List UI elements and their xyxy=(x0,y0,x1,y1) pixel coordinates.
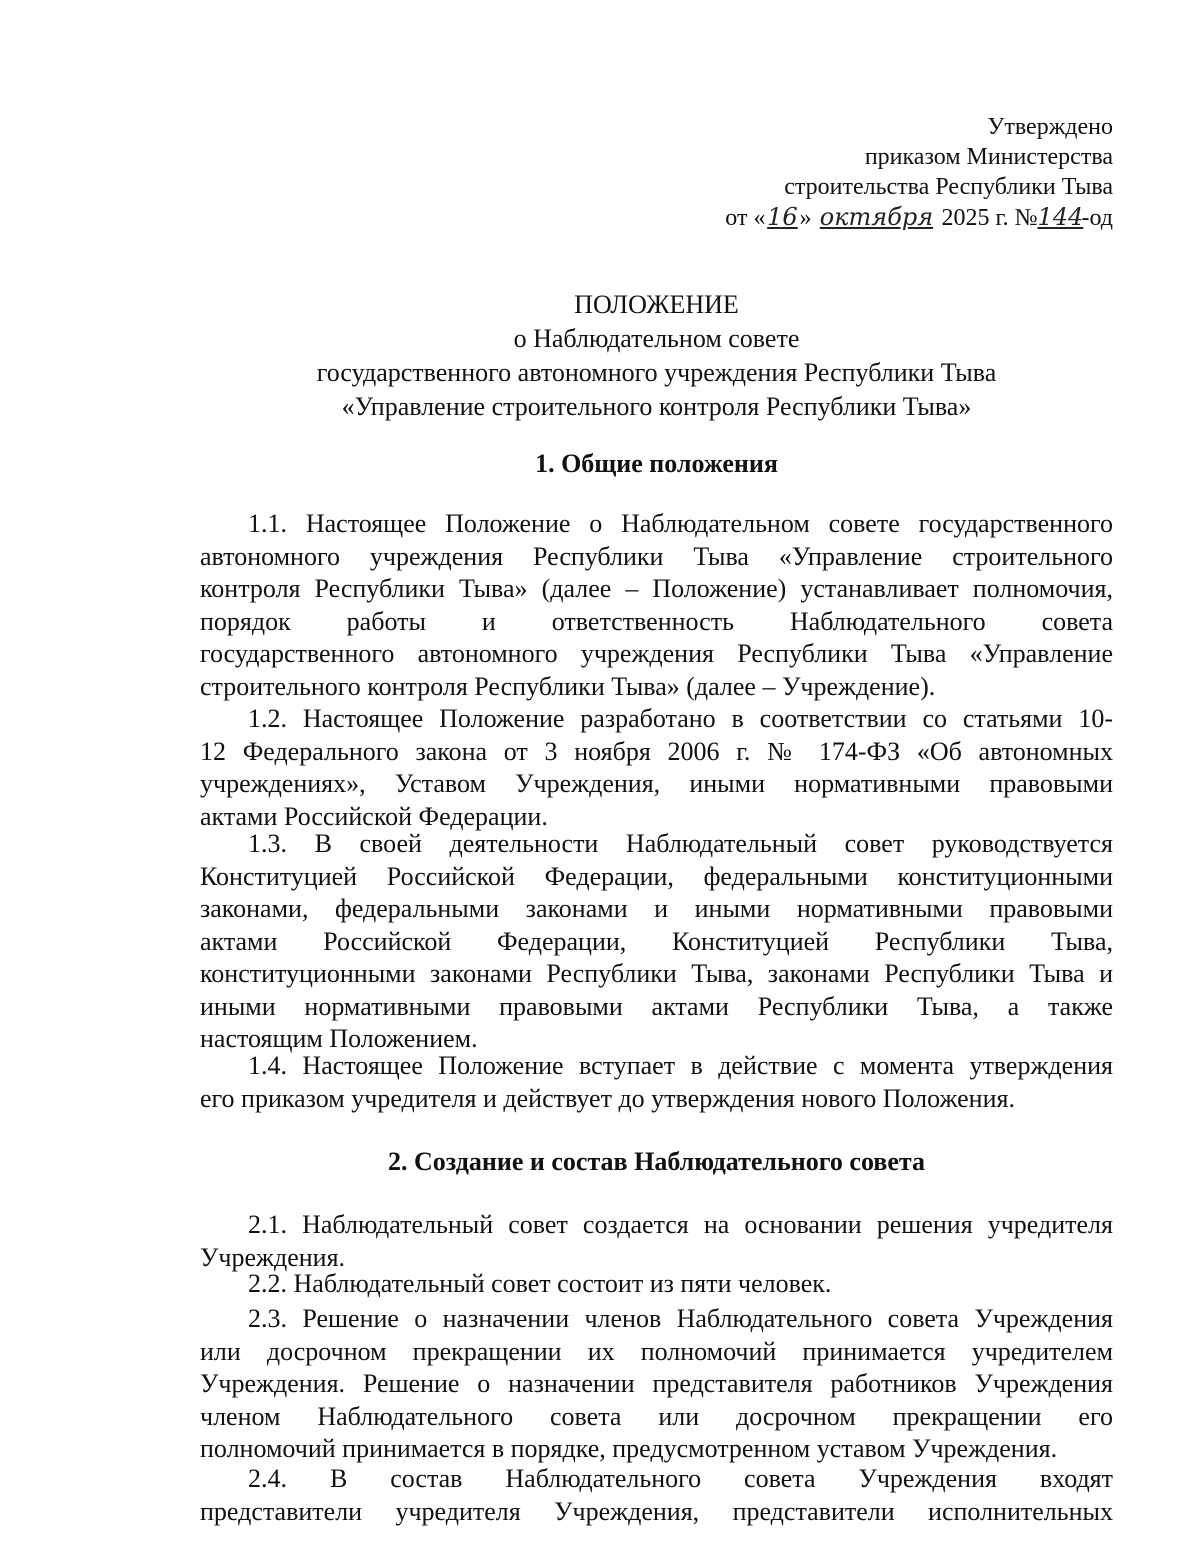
paragraph-1-2 xyxy=(200,703,1113,833)
approval-date-line xyxy=(725,202,1113,233)
paragraph-line: представители учредителя Учреждения, представители исполнительных xyxy=(200,1496,1113,1526)
paragraph-line: 2.2. Наблюдательный совет состоит из пяти человек. xyxy=(248,1269,832,1298)
paragraph-1-4 xyxy=(200,1050,1113,1115)
paragraph-line: Конституцией Российской Федерации, федеральными конституционными xyxy=(200,861,1113,891)
paragraph-line: настоящим Положением. xyxy=(200,1024,478,1053)
document-title xyxy=(200,288,1113,424)
paragraph-line: 12 Федерального закона от 3 ноября 2006 г. № 174-ФЗ «Об автономных xyxy=(200,736,1113,766)
paragraph-line: 2.3. Решение о назначении членов Наблюдательного совета Учреждения xyxy=(248,1304,1113,1333)
paragraph-line: 1.4. Настоящее Положение вступает в действие с момента утверждения xyxy=(248,1051,1113,1080)
paragraph-1-1 xyxy=(200,508,1113,703)
paragraph-line: автономного учреждения Республики Тыва «Управление строительного xyxy=(200,541,1113,571)
paragraph-line: 2.1. Наблюдательный совет создается на основании решения учредителя xyxy=(248,1210,1113,1239)
paragraph-2-1 xyxy=(200,1209,1113,1274)
paragraph-line: 2.4. В состав Наблюдательного совета Учреждения входят xyxy=(248,1464,1113,1493)
date-year: 2025 г. № xyxy=(935,205,1038,231)
paragraph-2-3 xyxy=(200,1303,1113,1466)
paragraph-line: или досрочном прекращении их полномочий принимается учредителем xyxy=(200,1336,1113,1366)
handwritten-month: октября xyxy=(819,203,934,231)
handwritten-order-number: 144 xyxy=(1037,203,1084,231)
paragraph-line: конституционными законами Республики Тыва, законами Республики Тыва и xyxy=(200,959,1113,988)
paragraph-line: 1.2. Настоящее Положение разработано в соответствии со статьями 10- xyxy=(248,704,1113,733)
approval-line-2: приказом Министерства xyxy=(864,144,1113,170)
paragraph-line: Учреждения. xyxy=(200,1242,346,1272)
handwritten-day: 16 xyxy=(767,203,798,231)
paragraph-1-3 xyxy=(200,828,1113,1056)
paragraph-line: актами Российской Федерации, Конституцией Республики Тыва, xyxy=(200,926,1113,956)
title-line-1: ПОЛОЖЕНИЕ xyxy=(574,290,739,319)
paragraph-line: 1.1. Настоящее Положение о Наблюдательном совете государственного xyxy=(248,509,1113,538)
title-line-4: «Управление строительного контроля Республики Тыва» xyxy=(341,392,972,421)
order-suffix: -од xyxy=(1081,205,1113,231)
paragraph-line: контроля Республики Тыва» (далее – Положение) устанавливает полномочия, xyxy=(200,574,1113,603)
paragraph-2-2 xyxy=(200,1268,1113,1301)
paragraph-2-4 xyxy=(200,1463,1113,1528)
paragraph-line: иными нормативными правовыми актами Республики Тыва, а также xyxy=(200,991,1113,1021)
approval-line-3: строительства Республики Тыва xyxy=(784,174,1113,200)
paragraph-line: 1.3. В своей деятельности Наблюдательный совет руководствуется xyxy=(248,829,1113,858)
paragraph-line: Учреждения. Решение о назначении представителя работников Учреждения xyxy=(200,1369,1113,1398)
paragraph-line: строительного контроля Республики Тыва» (далее – Учреждение). xyxy=(200,671,936,701)
paragraph-line: его приказом учредителя и действует до утверждения нового Положения. xyxy=(200,1083,1015,1113)
date-prefix: от « xyxy=(725,205,766,231)
paragraph-line: членом Наблюдательного совета или досрочном прекращении его xyxy=(200,1401,1113,1431)
approval-line-1: Утверждено xyxy=(987,114,1113,140)
section-1-heading: 1. Общие положения xyxy=(535,449,778,478)
paragraph-line: учреждениях», Уставом Учреждения, иными нормативными правовыми xyxy=(200,769,1113,798)
approval-stamp xyxy=(725,112,1113,233)
paragraph-line: актами Российской Федерации. xyxy=(200,801,548,831)
section-2-heading: 2. Создание и состав Наблюдательного совета xyxy=(388,1147,925,1176)
paragraph-line: государственного автономного учреждения Республики Тыва «Управление xyxy=(200,639,1113,668)
paragraph-line: порядок работы и ответственность Наблюдательного совета xyxy=(200,606,1113,636)
title-line-2: о Наблюдательном совете xyxy=(513,324,800,353)
paragraph-line: полномочий принимается в порядке, предусмотренном уставом Учреждения. xyxy=(200,1434,1058,1463)
date-mid: » xyxy=(799,205,818,231)
title-line-3: государственного автономного учреждения Республики Тыва xyxy=(316,358,997,387)
paragraph-line: законами, федеральными законами и иными нормативными правовыми xyxy=(200,894,1113,923)
